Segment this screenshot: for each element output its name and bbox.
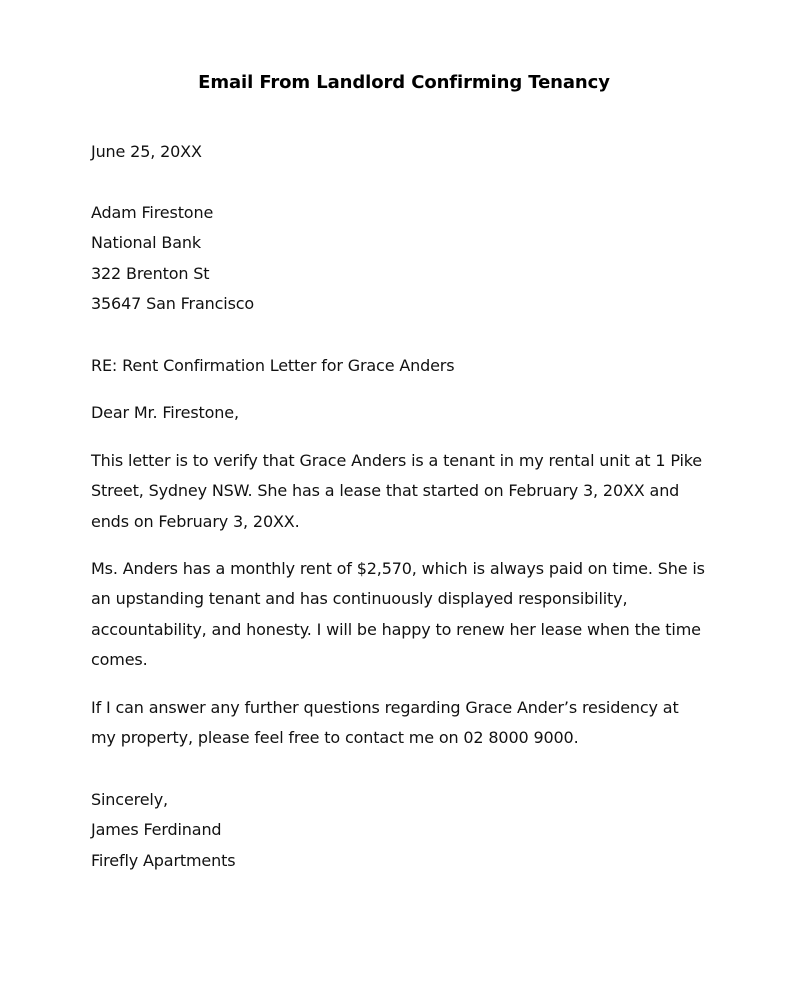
letter-date: June 25, 20XX [91,142,202,161]
document-title: Email From Landlord Confirming Tenancy [198,72,610,93]
sender-name: James Ferdinand [91,820,222,839]
body-paragraph-3: If I can answer any further questions regarding Grace Ander’s residency at my property, please feel free to contact me on 02 8000 9000. [91,698,679,748]
body-paragraph-2: Ms. Anders has a monthly rent of $2,570, which is always paid on time. She is an upstanding tenant and has continuously displayed responsibility, accountability, and honesty. I will be happy to renew her lease when the time comes. [91,559,705,669]
letter-salutation: Dear Mr. Firestone, [91,403,239,422]
recipient-organization: National Bank [91,233,201,252]
recipient-city: 35647 San Francisco [91,294,255,313]
recipient-name: Adam Firestone [91,203,214,222]
sender-company: Firefly Apartments [91,851,236,870]
letter-subject: RE: Rent Confirmation Letter for Grace Anders [91,356,455,375]
letter-closing: Sincerely, [91,790,168,809]
recipient-street: 322 Brenton St [91,264,210,283]
body-paragraph-1: This letter is to verify that Grace Anders is a tenant in my rental unit at 1 Pike Street, Sydney NSW. She has a lease that started on February 3, 20XX and ends on February 3, 20XX. [91,451,703,531]
